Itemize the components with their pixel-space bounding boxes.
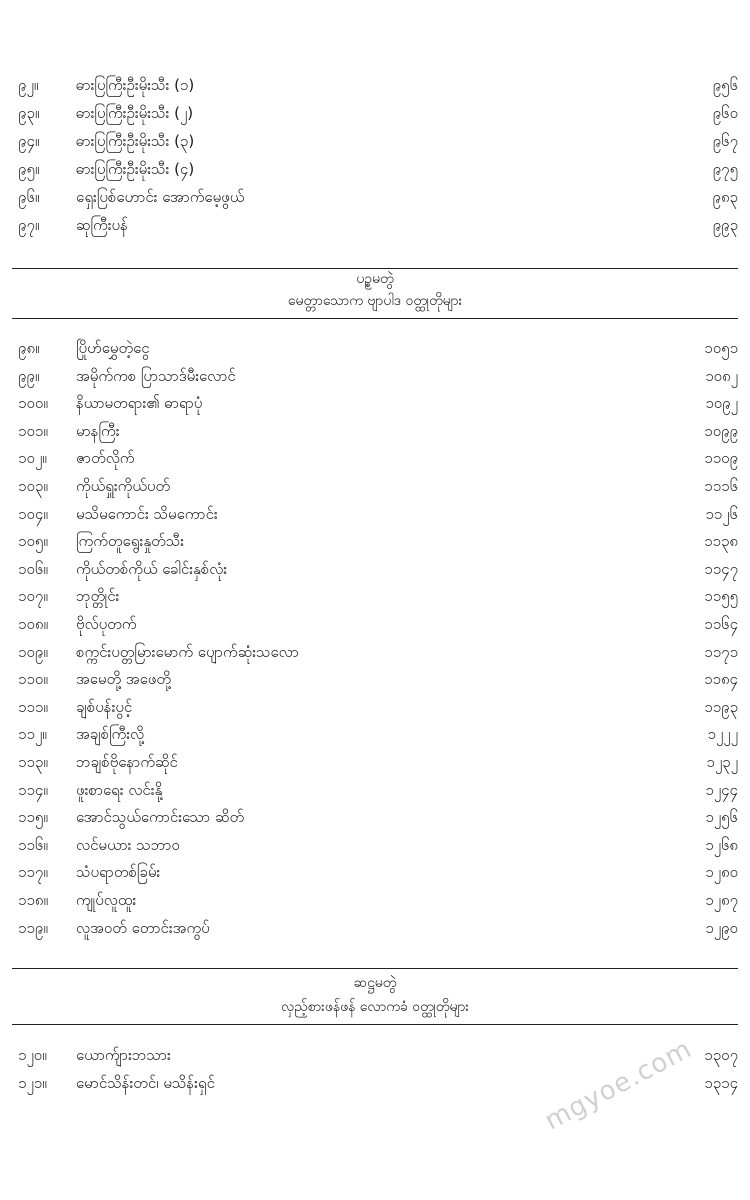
entry-number: ၁၀၂။: [18, 449, 47, 468]
entry-number: ၉၃။: [18, 104, 40, 122]
entry-number: ၁၁၂။: [18, 725, 47, 744]
entry-page-number: ၁၃၀၇: [704, 1046, 738, 1064]
entry-page-number: ၁၂၉၀: [705, 918, 738, 937]
entry-page-number: ၁၁၆၄: [704, 615, 738, 633]
entry-page-number: ၁၂၈၀: [705, 863, 738, 882]
toc-entry: [18, 915, 738, 941]
entry-number: ၁၀၉။: [18, 642, 48, 661]
entry-title: ကိုယ်ရှူးကိုယ်ပတ်: [76, 477, 171, 495]
entry-title: ရှေးပြစ်ဟောင်း အောက်မေ့ဖွယ်: [76, 188, 245, 206]
entry-number: ၁၀၆။: [18, 559, 48, 578]
entry-number: ၁၀၁။: [18, 421, 48, 440]
entry-page-number: ၁၁၄၇: [704, 559, 738, 578]
entry-title: ဓားပြကြီးဦးမိုးသီး (၄): [76, 160, 195, 178]
entry-title: နိယာမတရား၏ ဓာရာပုံ: [76, 394, 203, 413]
toc-entry: [18, 666, 738, 692]
toc-entry: [18, 611, 738, 637]
entry-title: မောင်သိန်းတင်၊ မသိန်းရှင်: [76, 1074, 215, 1092]
entry-page-number: ၉၉၃: [712, 216, 738, 234]
toc-entry: [18, 583, 738, 609]
entry-number: ၉၆။: [18, 188, 40, 206]
toc-entry: [18, 156, 738, 182]
toc-entry: [18, 501, 738, 527]
entry-page-number: ၁၁၈၄: [704, 670, 738, 689]
toc-entry: [18, 390, 738, 416]
entry-number: ၁၁၇။: [18, 863, 48, 882]
entry-page-number: ၁၂၈၇: [705, 891, 738, 909]
entry-title: ယောက်ျားဘသား: [76, 1046, 171, 1064]
entry-page-number: ၁၂၆၈: [705, 835, 738, 854]
toc-entry: [18, 212, 738, 238]
entry-number: ၁၀၇။: [18, 587, 48, 606]
entry-page-number: ၉၈၃: [712, 188, 738, 206]
entry-title: ဖူးစာရေး လင်းနို့: [76, 780, 163, 799]
toc-entry: [18, 721, 738, 747]
entry-title: ဇာတ်လိုက်: [76, 449, 135, 468]
entry-number: ၁၁၈။: [18, 891, 48, 909]
entry-title: အမိုက်ကစ ပြာသာဒ်မီးလောင်: [76, 366, 236, 385]
toc-entry: [18, 639, 738, 665]
entry-page-number: ၁၁၀၉: [704, 449, 738, 468]
entry-title: ပြိုဟ်မွှေတဲ့ငွေ: [76, 339, 150, 357]
toc-entry: [18, 445, 738, 471]
section-divider-top: [12, 968, 738, 969]
entry-number: ၁၁၃။: [18, 753, 48, 771]
section-6-volume-heading: ဆဋ္ဌမတွဲ: [353, 975, 397, 991]
entry-page-number: ၁၀၈၂: [705, 366, 738, 385]
entry-title: အောင်သွယ်ကောင်းသော ဆိတ်: [76, 808, 245, 827]
entry-page-number: ၁၀၅၁: [704, 339, 738, 357]
entry-number: ၁၁၁။: [18, 697, 48, 716]
entry-page-number: ၁၂၃၂: [706, 753, 738, 771]
toc-entry: [18, 556, 738, 582]
entry-number: ၉၄။: [18, 132, 40, 150]
entry-page-number: ၁၀၉၉: [704, 421, 738, 440]
entry-number: ၁၁၆။: [18, 835, 48, 854]
entry-title: ဓားပြကြီးဦးမိုးသီး (၂): [76, 104, 194, 122]
entry-title: လင်မယား သဘာဝ: [76, 835, 180, 854]
entry-title: ဆုကြီးပန်: [76, 216, 128, 234]
entry-number: ၁၁၅။: [18, 808, 48, 827]
entry-title: အမေတို့ အဖေတို့: [76, 670, 171, 689]
entry-page-number: ၁၁၅၅: [704, 587, 738, 606]
entry-title: ဘုတ္တိုင်း: [76, 587, 120, 606]
entry-page-number: ၉၇၅: [712, 160, 738, 178]
entry-title: မာနကြီး: [76, 421, 120, 440]
toc-entry: [18, 418, 738, 444]
entry-title: အချစ်ကြီးလို့: [76, 725, 145, 744]
entry-page-number: ၉၅၆: [712, 76, 738, 94]
entry-number: ၉၇။: [18, 216, 40, 234]
toc-entry: [18, 694, 738, 720]
entry-number: ၁၁၀။: [18, 670, 48, 689]
entry-number: ၁၁၄။: [18, 780, 48, 799]
entry-title: လူအဝတ် တောင်းအကွပ်: [76, 918, 210, 937]
toc-entry: [18, 128, 738, 154]
entry-number: ၁၀၈။: [18, 615, 48, 633]
entry-number: ၁၂၁။: [18, 1074, 47, 1092]
toc-entry: [18, 363, 738, 389]
toc-entry: [18, 335, 738, 361]
entry-title: ကိုယ်တစ်ကိုယ် ခေါင်းနှစ်လုံး: [76, 559, 228, 578]
toc-entry: [18, 859, 738, 885]
toc-entry: [18, 749, 738, 775]
toc-entry: [18, 72, 738, 98]
section-divider-bottom: [12, 1024, 738, 1025]
entry-page-number: ၁၁၁၆: [704, 477, 738, 495]
entry-title: ဗိုလ်ပုတက်: [76, 615, 137, 633]
entry-page-number: ၁၀၉၂: [705, 394, 738, 413]
entry-title: ကြက်တူရွေးနှုတ်သီး: [76, 532, 185, 551]
entry-page-number: ၁၁၃၈: [704, 532, 738, 551]
section-6-subtitle: လှည့်စားဖန်ဖန် လောကခံ ဝတ္ထုတိုများ: [281, 999, 469, 1015]
entry-title: ကျုပ်လူထူး: [76, 891, 137, 909]
entry-number: ၉၈။: [18, 339, 40, 357]
entry-number: ၁၀၀။: [18, 394, 48, 413]
entry-title: ချစ်ပန်းပွင့်: [76, 697, 133, 716]
section-5-volume-heading: ပဥ္စမတွဲ: [356, 271, 394, 287]
entry-page-number: ၁၂၅၆: [705, 808, 738, 827]
entry-page-number: ၁၁၇၁: [704, 642, 738, 661]
toc-entry: [18, 887, 738, 913]
section-divider-bottom: [12, 318, 738, 319]
toc-entry: [18, 100, 738, 126]
section-5-subtitle: မေတ္တာသောက ဗျာပါဒ ဝတ္ထုတိုများ: [287, 293, 463, 309]
entry-number: ၁၀၄။: [18, 504, 48, 523]
entry-page-number: ၁၃၁၄: [704, 1074, 738, 1092]
entry-page-number: ၉၆၀: [712, 104, 738, 122]
toc-entry: [18, 777, 738, 803]
entry-number: ၁၀၅။: [18, 532, 48, 551]
entry-number: ၉၂။: [18, 76, 39, 94]
entry-number: ၁၁၉။: [18, 918, 48, 937]
entry-title: ဓားပြကြီးဦးမိုးသီး (၃): [76, 132, 195, 150]
entry-page-number: ၉၆၇: [712, 132, 738, 150]
entry-title: သံပရာတစ်ခြမ်း: [76, 863, 161, 882]
entry-page-number: ၁၁၂၆: [705, 504, 738, 523]
toc-entry: [18, 528, 738, 554]
toc-entry: [18, 473, 738, 499]
toc-entry: [18, 184, 738, 210]
entry-number: ၉၅။: [18, 160, 40, 178]
entry-title: စက္ကင်းပတ္တမြားမောက် ပျောက်ဆုံးသလော: [76, 642, 299, 661]
watermark: mgyoe.com: [540, 1033, 698, 1137]
entry-number: ၁၀၃။: [18, 477, 48, 495]
entry-title: ဓားပြကြီးဦးမိုးသီး (၁): [76, 76, 195, 94]
entry-page-number: ၁၁၉၃: [704, 697, 738, 716]
entry-title: မသိမကောင်း သိမကောင်း: [76, 504, 218, 523]
entry-title: ဘချစ်ဗိုနောက်ဆိုင်: [76, 753, 178, 771]
toc-entry: [18, 832, 738, 858]
entry-page-number: ၁၂၂၂: [707, 725, 738, 744]
toc-entry: [18, 804, 738, 830]
entry-number: ၁၂၀။: [18, 1046, 47, 1064]
entry-number: ၉၉။: [18, 366, 40, 385]
entry-page-number: ၁၂၄၄: [705, 780, 738, 799]
